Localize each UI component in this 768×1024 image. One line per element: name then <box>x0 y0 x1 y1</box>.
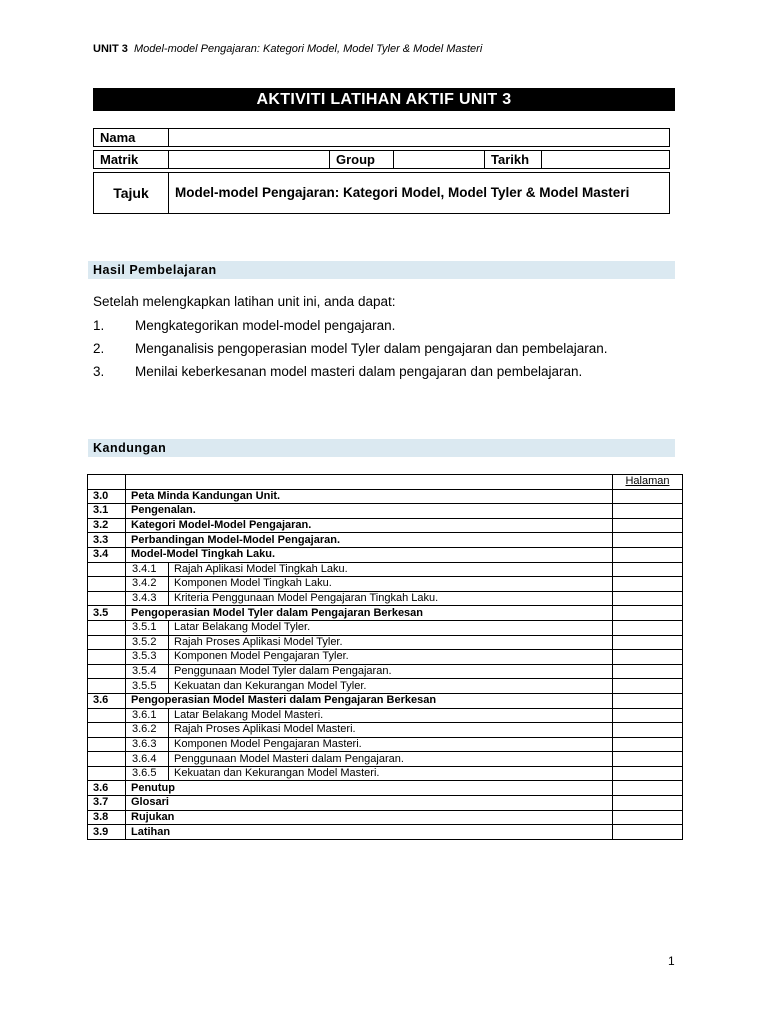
indent-cell <box>88 679 126 694</box>
contents-row <box>88 606 683 621</box>
section-title: Penutup <box>126 781 613 796</box>
section-title: Glosari <box>126 796 613 811</box>
subsection-number: 3.6.4 <box>126 752 169 767</box>
section-number: 3.2 <box>88 518 126 533</box>
contents-row <box>88 679 683 694</box>
page-cell <box>613 737 683 752</box>
contents-row <box>88 810 683 825</box>
info-table-tajuk <box>93 172 670 214</box>
contents-row <box>88 664 683 679</box>
page-cell <box>613 518 683 533</box>
contents-row <box>88 562 683 577</box>
section-number: 3.6 <box>88 693 126 708</box>
section-title: Kategori Model-Model Pengajaran. <box>126 518 613 533</box>
contents-row <box>88 693 683 708</box>
objective-text: Menganalisis pengoperasian model Tyler dalam pengajaran dan pembelajaran. <box>135 341 608 356</box>
contents-row <box>88 591 683 606</box>
subsection-title: Latar Belakang Model Masteri. <box>169 708 613 723</box>
subsection-number: 3.5.5 <box>126 679 169 694</box>
objective-number: 3. <box>93 364 105 379</box>
contents-row <box>88 796 683 811</box>
contents-row <box>88 577 683 592</box>
indent-cell <box>88 766 126 781</box>
page-cell <box>613 489 683 504</box>
contents-row <box>88 737 683 752</box>
page-cell <box>613 752 683 767</box>
section-title: Latihan <box>126 825 613 840</box>
contents-row <box>88 489 683 504</box>
info-table-matrik <box>93 150 670 169</box>
indent-cell <box>88 752 126 767</box>
hasil-heading: Hasil Pembelajaran <box>88 261 675 279</box>
subsection-number: 3.4.3 <box>126 591 169 606</box>
page-cell <box>613 606 683 621</box>
page-cell <box>613 810 683 825</box>
contents-row <box>88 518 683 533</box>
tarikh-field[interactable] <box>542 151 670 169</box>
subsection-number: 3.5.4 <box>126 664 169 679</box>
subsection-title: Komponen Model Tingkah Laku. <box>169 577 613 592</box>
contents-row <box>88 825 683 840</box>
indent-cell <box>88 708 126 723</box>
indent-cell <box>88 664 126 679</box>
nama-field[interactable] <box>169 129 670 147</box>
page-cell <box>613 781 683 796</box>
hasil-intro: Setelah melengkapkan latihan unit ini, anda dapat: <box>93 294 396 309</box>
section-title: Peta Minda Kandungan Unit. <box>126 489 613 504</box>
subsection-title: Komponen Model Pengajaran Tyler. <box>169 650 613 665</box>
page-cell <box>613 504 683 519</box>
subsection-title: Rajah Proses Aplikasi Model Tyler. <box>169 635 613 650</box>
objective-text: Menilai keberkesanan model masteri dalam pengajaran dan pembelajaran. <box>135 364 583 379</box>
subsection-number: 3.4.2 <box>126 577 169 592</box>
tajuk-label: Tajuk <box>94 173 169 214</box>
subsection-title: Kekuatan dan Kekurangan Model Tyler. <box>169 679 613 694</box>
section-number: 3.9 <box>88 825 126 840</box>
contents-header-cell <box>126 475 613 490</box>
section-title: Pengoperasian Model Tyler dalam Pengajaran Berkesan <box>126 606 613 621</box>
page-number: 1 <box>668 954 675 968</box>
page-cell <box>613 533 683 548</box>
page-cell <box>613 562 683 577</box>
section-title: Pengenalan. <box>126 504 613 519</box>
page-cell <box>613 635 683 650</box>
page-cell <box>613 577 683 592</box>
page-cell <box>613 708 683 723</box>
page-cell <box>613 825 683 840</box>
subsection-number: 3.6.3 <box>126 737 169 752</box>
group-label: Group <box>330 151 394 169</box>
subsection-title: Penggunaan Model Tyler dalam Pengajaran. <box>169 664 613 679</box>
subsection-number: 3.6.1 <box>126 708 169 723</box>
indent-cell <box>88 737 126 752</box>
section-number: 3.4 <box>88 547 126 562</box>
tarikh-label: Tarikh <box>485 151 542 169</box>
unit-subtitle: Model-model Pengajaran: Kategori Model, Model Tyler & Model Masteri <box>133 43 483 55</box>
running-header <box>93 43 482 55</box>
matrik-label: Matrik <box>94 151 169 169</box>
page-title: AKTIVITI LATIHAN AKTIF UNIT 3 <box>93 88 675 111</box>
contents-header-cell <box>88 475 126 490</box>
section-number: 3.1 <box>88 504 126 519</box>
page-cell <box>613 620 683 635</box>
subsection-title: Rajah Aplikasi Model Tingkah Laku. <box>169 562 613 577</box>
indent-cell <box>88 723 126 738</box>
section-number: 3.0 <box>88 489 126 504</box>
contents-row <box>88 723 683 738</box>
subsection-number: 3.5.1 <box>126 620 169 635</box>
group-field[interactable] <box>394 151 485 169</box>
subsection-number: 3.4.1 <box>126 562 169 577</box>
info-table-nama <box>93 128 670 147</box>
contents-row <box>88 781 683 796</box>
page-cell <box>613 693 683 708</box>
subsection-number: 3.6.5 <box>126 766 169 781</box>
page-cell <box>613 766 683 781</box>
contents-row <box>88 635 683 650</box>
subsection-title: Kriteria Penggunaan Model Pengajaran Tingkah Laku. <box>169 591 613 606</box>
section-title: Perbandingan Model-Model Pengajaran. <box>126 533 613 548</box>
section-title: Rujukan <box>126 810 613 825</box>
objective-number: 2. <box>93 341 105 356</box>
indent-cell <box>88 650 126 665</box>
page-cell <box>613 591 683 606</box>
subsection-title: Komponen Model Pengajaran Masteri. <box>169 737 613 752</box>
subsection-title: Latar Belakang Model Tyler. <box>169 620 613 635</box>
section-number: 3.5 <box>88 606 126 621</box>
tajuk-value: Model-model Pengajaran: Kategori Model, Model Tyler & Model Masteri <box>169 173 670 214</box>
subsection-number: 3.5.2 <box>126 635 169 650</box>
page-cell <box>613 650 683 665</box>
contents-header-row <box>88 475 683 490</box>
contents-row <box>88 504 683 519</box>
contents-row <box>88 620 683 635</box>
page-cell <box>613 547 683 562</box>
indent-cell <box>88 620 126 635</box>
page-cell <box>613 796 683 811</box>
contents-row <box>88 766 683 781</box>
contents-row <box>88 650 683 665</box>
kandungan-heading: Kandungan <box>88 439 675 457</box>
matrik-field[interactable] <box>169 151 330 169</box>
objective-number: 1. <box>93 318 105 333</box>
page-cell <box>613 664 683 679</box>
subsection-title: Penggunaan Model Masteri dalam Pengajaran. <box>169 752 613 767</box>
indent-cell <box>88 591 126 606</box>
unit-label: UNIT 3 <box>93 43 128 55</box>
section-number: 3.7 <box>88 796 126 811</box>
subsection-number: 3.6.2 <box>126 723 169 738</box>
subsection-title: Kekuatan dan Kekurangan Model Masteri. <box>169 766 613 781</box>
contents-row <box>88 708 683 723</box>
section-title: Pengoperasian Model Masteri dalam Pengajaran Berkesan <box>126 693 613 708</box>
subsection-title: Rajah Proses Aplikasi Model Masteri. <box>169 723 613 738</box>
section-title: Model-Model Tingkah Laku. <box>126 547 613 562</box>
objective-text: Mengkategorikan model-model pengajaran. <box>135 318 396 333</box>
indent-cell <box>88 635 126 650</box>
page-cell <box>613 679 683 694</box>
contents-row <box>88 533 683 548</box>
page-column-header: Halaman <box>613 475 683 490</box>
indent-cell <box>88 577 126 592</box>
section-number: 3.6 <box>88 781 126 796</box>
contents-table <box>87 474 683 840</box>
page-cell <box>613 723 683 738</box>
nama-label: Nama <box>94 129 169 147</box>
section-number: 3.8 <box>88 810 126 825</box>
subsection-number: 3.5.3 <box>126 650 169 665</box>
section-number: 3.3 <box>88 533 126 548</box>
contents-row <box>88 752 683 767</box>
contents-row <box>88 547 683 562</box>
indent-cell <box>88 562 126 577</box>
